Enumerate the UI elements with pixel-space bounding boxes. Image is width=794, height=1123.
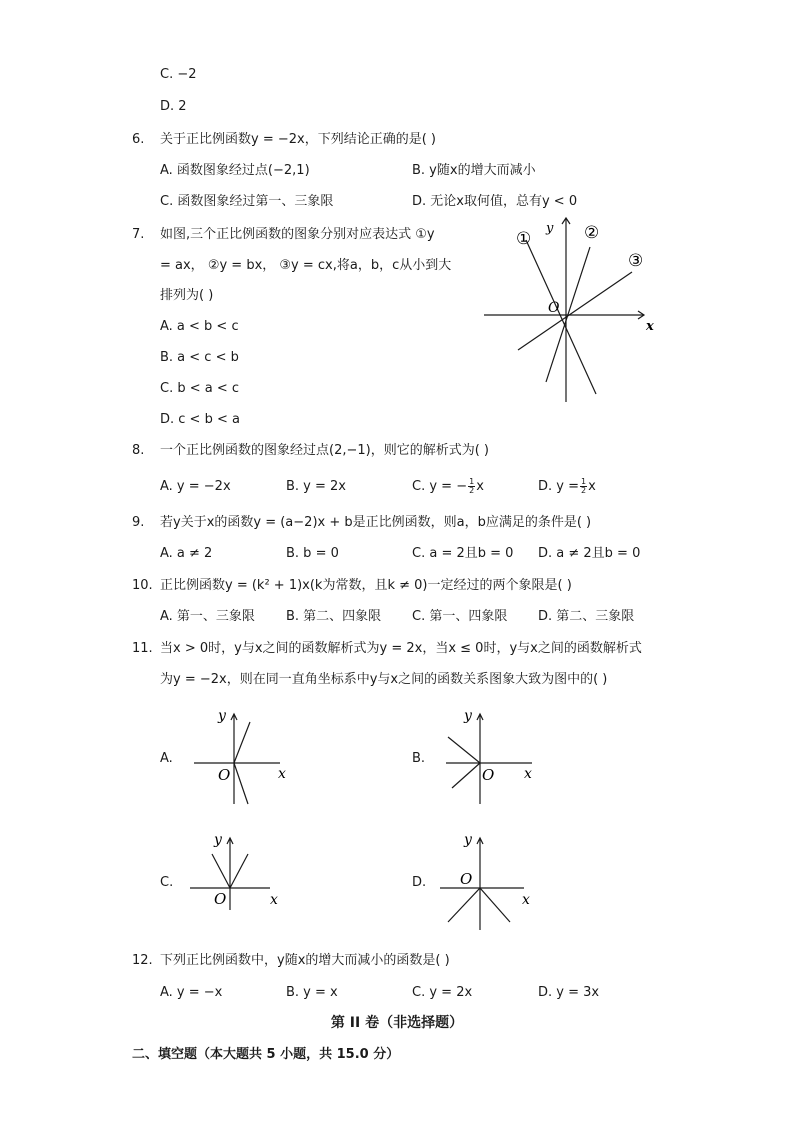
- q8-option-a: A. y = −2x: [160, 479, 231, 494]
- graph-b-line-left: [448, 737, 480, 763]
- fraction-numerator: 1: [581, 477, 587, 486]
- q9-option-a: A. a ≠ 2: [160, 546, 213, 561]
- y-label: y: [218, 708, 226, 724]
- graph-c: [186, 826, 296, 926]
- q9-option-b: B. b = 0: [286, 546, 339, 561]
- line-1: [526, 240, 596, 394]
- fraction-denominator: 2: [469, 486, 475, 495]
- q11-option-b-label: B.: [412, 751, 426, 766]
- graph-b-line-right: [452, 763, 480, 788]
- q8-option-c-prefix: C. y = −: [412, 479, 468, 494]
- fraction: [468, 478, 475, 495]
- question-11-line1: 当x > 0时，y与x之间的函数解析式为y = 2x，当x ≤ 0时，y与x之间的函数解析式: [160, 641, 642, 656]
- question-7-line1: 如图,三个正比例函数的图象分别对应表达式 ①y: [160, 227, 435, 242]
- question-number: 6.: [132, 132, 145, 147]
- q8-option-c: [412, 478, 484, 496]
- option-c-prev: C. −2: [160, 67, 197, 82]
- q12-option-a: A. y = −x: [160, 985, 223, 1000]
- graph-b: [440, 700, 550, 808]
- line-3-label: ③: [628, 251, 644, 271]
- q7-option-a: A. a < b < c: [160, 319, 239, 334]
- q7-option-c: C. b < a < c: [160, 381, 240, 396]
- section-2-title: 二、填空题（本大题共 5 小题，共 15.0 分）: [132, 1047, 400, 1062]
- origin-label: O: [460, 870, 473, 888]
- fraction-denominator: 2: [581, 486, 587, 495]
- question-number: 12.: [132, 953, 153, 968]
- x-label: x: [522, 892, 530, 908]
- fraction-numerator: 1: [469, 477, 475, 486]
- q10-option-b: B. 第二、四象限: [286, 609, 382, 624]
- graph-d-line-left: [448, 888, 480, 922]
- origin-label: O: [218, 766, 231, 784]
- q7-option-b: B. a < c < b: [160, 350, 239, 365]
- graph-a-line-right: [234, 722, 250, 763]
- question-12-text: 下列正比例函数中，y随x的增大而减小的函数是( ): [160, 953, 450, 968]
- question-number: 11.: [132, 641, 153, 656]
- q12-option-b: B. y = x: [286, 985, 338, 1000]
- x-label: x: [270, 892, 278, 908]
- q8-option-d-suffix: x: [588, 479, 596, 494]
- q6-option-d: D. 无论x取何值，总有y < 0: [412, 194, 578, 209]
- q6-option-a: A. 函数图象经过点(−2,1): [160, 163, 310, 178]
- part-2-title: 第 II 卷（非选择题）: [330, 1015, 464, 1031]
- q8-option-d-prefix: D. y =: [538, 479, 579, 494]
- y-label: y: [464, 832, 472, 848]
- question-8-text: 一个正比例函数的图象经过点(2,−1)，则它的解析式为( ): [160, 443, 489, 458]
- q7-option-d: D. c < b < a: [160, 412, 240, 427]
- q11-option-d-label: D.: [412, 875, 427, 890]
- q12-option-c: C. y = 2x: [412, 985, 473, 1000]
- x-label: x: [646, 319, 654, 334]
- y-label: y: [214, 832, 222, 848]
- graph-c-line-left: [212, 854, 230, 888]
- question-10-text: 正比例函数y = (k² + 1)x(k为常数，且k ≠ 0)一定经过的两个象限是( ): [160, 578, 572, 593]
- question-11-line2: 为y = −2x，则在同一直角坐标系中y与x之间的函数关系图象大致为图中的( ): [160, 672, 608, 687]
- graph-c-line-right: [230, 854, 248, 888]
- q8-option-b: B. y = 2x: [286, 479, 346, 494]
- question-6-text: 关于正比例函数y = −2x，下列结论正确的是( ): [160, 132, 436, 147]
- q11-option-c-label: C.: [160, 875, 174, 890]
- q9-option-d: D. a ≠ 2且b = 0: [538, 546, 641, 561]
- q7-figure: [484, 212, 664, 404]
- q11-option-a-label: A.: [160, 751, 173, 766]
- q9-option-c: C. a = 2且b = 0: [412, 546, 514, 561]
- q10-option-d: D. 第二、三象限: [538, 609, 635, 624]
- q6-option-b: B. y随x的增大而减小: [412, 163, 536, 178]
- q10-option-a: A. 第一、三象限: [160, 609, 255, 624]
- graph-a: [188, 700, 298, 808]
- graph-a-line-left: [234, 763, 248, 804]
- question-7-line2: = ax， ②y = bx， ③y = cx,将a，b，c从小到大: [160, 258, 452, 273]
- line-3: [518, 272, 632, 350]
- q8-option-d: [538, 478, 596, 496]
- question-number: 8.: [132, 443, 145, 458]
- y-label: y: [464, 708, 472, 724]
- x-label: x: [524, 766, 532, 782]
- line-2-label: ②: [584, 223, 600, 243]
- question-9-text: 若y关于x的函数y = (a−2)x + b是正比例函数，则a，b应满足的条件是( ): [160, 515, 592, 530]
- line-1-label: ①: [516, 229, 532, 249]
- q12-option-d: D. y = 3x: [538, 985, 600, 1000]
- option-d-prev: D. 2: [160, 99, 187, 114]
- question-number: 9.: [132, 515, 145, 530]
- y-label: y: [546, 221, 554, 236]
- question-number: 7.: [132, 227, 145, 242]
- q10-option-c: C. 第一、四象限: [412, 609, 508, 624]
- graph-d: [440, 826, 550, 934]
- q6-option-c: C. 函数图象经过第一、三象限: [160, 194, 334, 209]
- question-number: 10.: [132, 578, 153, 593]
- origin-label: O: [214, 890, 227, 908]
- question-7-line3: 排列为( ): [160, 288, 214, 303]
- origin-label: O: [548, 300, 560, 316]
- fraction: [580, 478, 587, 495]
- graph-d-line-right: [480, 888, 510, 922]
- origin-label: O: [482, 766, 495, 784]
- q8-option-c-suffix: x: [476, 479, 484, 494]
- x-label: x: [278, 766, 286, 782]
